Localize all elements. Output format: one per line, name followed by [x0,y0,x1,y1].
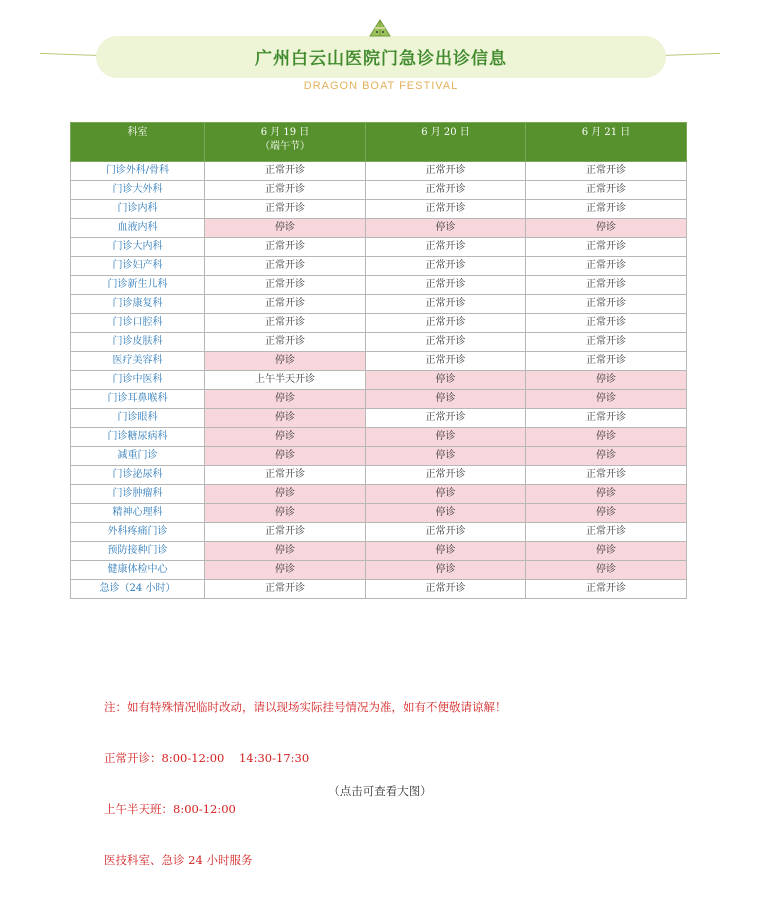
table-row [71,485,687,504]
table-row [71,409,687,428]
status-cell: 正常开诊 [205,162,366,181]
table-row [71,542,687,561]
status-cell: 正常开诊 [366,181,526,200]
department-cell[interactable]: 健康体检中心 [71,561,205,580]
table-row [71,390,687,409]
department-cell[interactable]: 门诊新生儿科 [71,276,205,295]
note-line: 医技科室、急诊 24 小时服务 [104,853,253,867]
page-subtitle: DRAGON BOAT FESTIVAL [303,80,459,92]
status-cell: 正常开诊 [366,466,526,485]
status-cell: 正常开诊 [366,295,526,314]
column-header-label: 6 月 21 日 [581,127,631,138]
status-cell: 停诊 [366,485,526,504]
status-cell: 停诊 [205,428,366,447]
status-cell: 正常开诊 [205,200,366,219]
table-row [71,200,687,219]
status-cell: 停诊 [205,447,366,466]
department-cell[interactable]: 门诊康复科 [71,295,205,314]
status-cell: 正常开诊 [526,352,687,371]
status-cell: 正常开诊 [526,333,687,352]
status-cell: 停诊 [366,542,526,561]
status-cell: 停诊 [205,409,366,428]
status-cell: 停诊 [526,561,687,580]
table-row [71,352,687,371]
department-cell[interactable]: 预防接种门诊 [71,542,205,561]
note-line: 正常开诊：8:00-12:00 14:30-17:30 [104,751,310,765]
column-header [526,123,687,162]
department-cell[interactable]: 门诊妇产科 [71,257,205,276]
status-cell: 停诊 [526,390,687,409]
department-cell[interactable]: 急诊（24 小时） [71,580,205,599]
status-cell: 停诊 [366,219,526,238]
page-title: 广州白云山医院门急诊出诊信息 [255,49,507,69]
view-large-image-link[interactable]: （点击可查看大图） [328,784,432,798]
status-cell: 停诊 [366,504,526,523]
column-header [71,123,205,162]
status-cell: 正常开诊 [526,200,687,219]
schedule-table [70,122,687,599]
status-cell: 停诊 [526,428,687,447]
department-cell[interactable]: 门诊皮肤科 [71,333,205,352]
status-cell: 停诊 [205,390,366,409]
status-cell: 停诊 [205,504,366,523]
status-cell: 正常开诊 [205,523,366,542]
status-cell: 正常开诊 [526,466,687,485]
status-cell: 正常开诊 [366,523,526,542]
status-cell: 停诊 [526,542,687,561]
status-cell: 正常开诊 [205,276,366,295]
status-cell: 停诊 [366,561,526,580]
department-cell[interactable]: 门诊内科 [71,200,205,219]
column-header [205,123,366,162]
column-header-sub: （端午节） [260,141,310,152]
department-cell[interactable]: 减重门诊 [71,447,205,466]
table-row [71,428,687,447]
table-row [71,333,687,352]
department-cell[interactable]: 门诊外科/骨科 [71,162,205,181]
status-cell: 正常开诊 [205,181,366,200]
table-row [71,162,687,181]
department-cell[interactable]: 门诊大内科 [71,238,205,257]
status-cell: 正常开诊 [526,238,687,257]
status-cell: 正常开诊 [366,580,526,599]
status-cell: 正常开诊 [205,580,366,599]
department-cell[interactable]: 门诊中医科 [71,371,205,390]
table-row [71,181,687,200]
table-row [71,523,687,542]
table-row [71,580,687,599]
department-cell[interactable]: 血液内科 [71,219,205,238]
table-row [71,447,687,466]
status-cell: 正常开诊 [526,162,687,181]
status-cell: 正常开诊 [366,352,526,371]
table-row [71,314,687,333]
status-cell: 正常开诊 [526,580,687,599]
department-cell[interactable]: 门诊耳鼻喉科 [71,390,205,409]
table-header-row [71,123,687,162]
status-cell: 正常开诊 [205,238,366,257]
banner-decoration-right [658,53,720,56]
table-row [71,504,687,523]
status-cell: 停诊 [205,485,366,504]
note-line: 注：如有特殊情况临时改动，请以现场实际挂号情况为准，如有不便敬请谅解！ [104,700,507,714]
table-row [71,561,687,580]
department-cell[interactable]: 门诊口腔科 [71,314,205,333]
status-cell: 正常开诊 [526,257,687,276]
table-row [71,466,687,485]
department-cell[interactable]: 门诊糖尿病科 [71,428,205,447]
status-cell: 正常开诊 [366,276,526,295]
table-row [71,257,687,276]
status-cell: 正常开诊 [205,314,366,333]
table-row [71,219,687,238]
status-cell: 正常开诊 [526,409,687,428]
status-cell: 正常开诊 [366,257,526,276]
status-cell: 停诊 [205,352,366,371]
status-cell: 停诊 [205,561,366,580]
column-header-label: 科室 [127,127,148,138]
status-cell: 正常开诊 [526,314,687,333]
status-cell: 正常开诊 [366,333,526,352]
table-row [71,238,687,257]
status-cell: 正常开诊 [366,162,526,181]
status-cell: 正常开诊 [526,181,687,200]
status-cell: 正常开诊 [366,238,526,257]
zongzi-icon [367,18,393,40]
status-cell: 停诊 [526,504,687,523]
status-cell: 停诊 [526,485,687,504]
status-cell: 正常开诊 [366,314,526,333]
status-cell: 停诊 [526,371,687,390]
status-cell: 停诊 [526,447,687,466]
department-cell[interactable]: 医疗美容科 [71,352,205,371]
status-cell: 停诊 [366,371,526,390]
status-cell: 上午半天开诊 [205,371,366,390]
status-cell: 停诊 [205,219,366,238]
table-row [71,371,687,390]
table-row [71,276,687,295]
column-header-label: 6 月 19 日 [260,127,310,138]
note-line: 上午半天班：8:00-12:00 [104,802,236,816]
status-cell: 停诊 [366,390,526,409]
department-cell[interactable]: 门诊肿瘤科 [71,485,205,504]
department-cell[interactable]: 外科疼痛门诊 [71,523,205,542]
status-cell: 正常开诊 [526,295,687,314]
status-cell: 停诊 [526,219,687,238]
department-cell[interactable]: 门诊大外科 [71,181,205,200]
status-cell: 正常开诊 [526,276,687,295]
column-header [366,123,526,162]
status-cell: 停诊 [205,542,366,561]
status-cell: 正常开诊 [205,466,366,485]
table-row [71,295,687,314]
column-header-label: 6 月 20 日 [421,127,470,138]
status-cell: 停诊 [366,447,526,466]
department-cell[interactable]: 门诊泌尿科 [71,466,205,485]
status-cell: 正常开诊 [205,333,366,352]
status-cell: 正常开诊 [526,523,687,542]
department-cell[interactable]: 精神心理科 [71,504,205,523]
table-body [71,162,687,599]
status-cell: 正常开诊 [366,409,526,428]
status-cell: 正常开诊 [205,257,366,276]
banner-decoration-left [40,53,102,56]
status-cell: 停诊 [366,428,526,447]
department-cell[interactable]: 门诊眼科 [71,409,205,428]
status-cell: 正常开诊 [366,200,526,219]
status-cell: 正常开诊 [205,295,366,314]
